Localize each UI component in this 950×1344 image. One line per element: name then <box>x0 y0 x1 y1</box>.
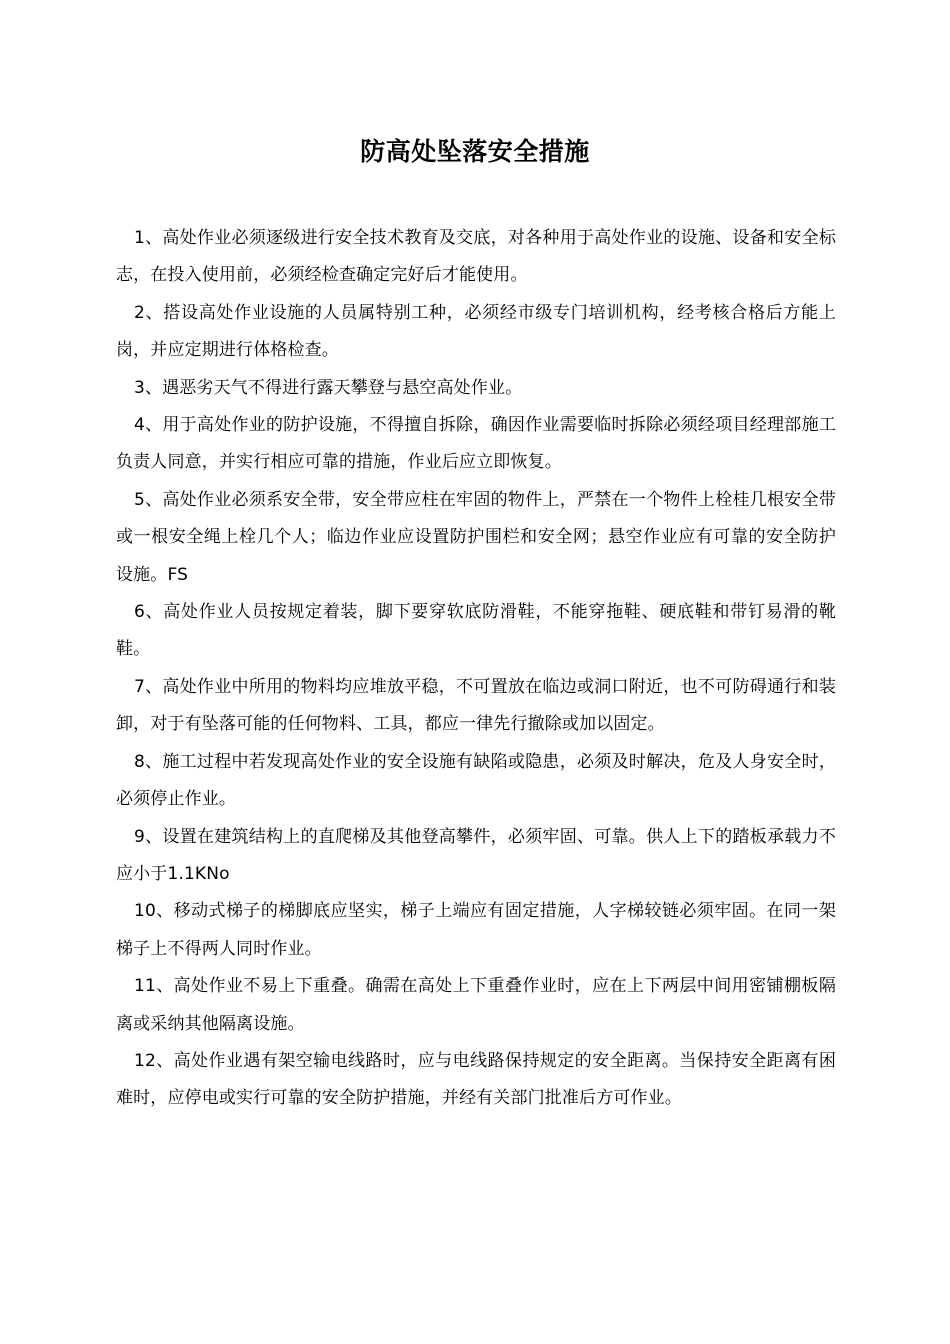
paragraph-5: 5、高处作业必须系安全带，安全带应柱在牢固的物件上，严禁在一个物件上栓桂几根安全带或一根安全绳上栓几个人；临边作业应设置防护围栏和安全网；悬空作业应有可靠的安全防护设施。FS <box>116 489 836 585</box>
paragraph-11: 11、高处作业不易上下重叠。确需在高处上下重叠作业时，应在上下两层中间用密铺棚板隔离或采纳其他隔离设施。 <box>116 976 836 1034</box>
paragraph-1: 1、高处作业必须逐级进行安全技术教育及交底，对各种用于高处作业的设施、设备和安全标志，在投入使用前，必须经检查确定完好后才能使用。 <box>116 228 836 286</box>
document-body <box>116 220 836 1118</box>
paragraph-8: 8、施工过程中若发现高处作业的安全设施有缺陷或隐患，必须及时解决，危及人身安全时，必须停止作业。 <box>116 751 836 810</box>
paragraph-9: 9、设置在建筑结构上的直爬梯及其他登高攀件，必须牢固、可靠。供人上下的踏板承载力不应小于1.1KNo <box>116 826 836 884</box>
paragraph-2: 2、搭设高处作业设施的人员属特别工种，必须经市级专门培训机构，经考核合格后方能上岗，并应定期进行体格检查。 <box>116 302 836 361</box>
paragraph-3: 3、遇恶劣天气不得进行露天攀登与悬空高处作业。 <box>134 377 523 398</box>
paragraph-6: 6、高处作业人员按规定着装，脚下要穿软底防滑鞋，不能穿拖鞋、硬底鞋和带钉易滑的靴鞋。 <box>116 602 836 660</box>
paragraph-10: 10、移动式梯子的梯脚底应坚实，梯子上端应有固定措施，人字梯较链必须牢固。在同一架梯子上不得两人同时作业。 <box>116 901 836 959</box>
paragraph-12: 12、高处作业遇有架空输电线路时，应与电线路保持规定的安全距离。当保持安全距离有困难时，应停电或实行可靠的安全防护措施，并经有关部门批准后方可作业。 <box>116 1050 836 1109</box>
paragraph-7: 7、高处作业中所用的物料均应堆放平稳，不可置放在临边或洞口附近，也不可防碍通行和装卸，对于有坠落可能的任何物料、工具，都应一律先行撤除或加以固定。 <box>116 676 836 735</box>
paragraph-4: 4、用于高处作业的防护设施，不得擅自拆除，确因作业需要临时拆除必须经项目经理部施工负责人同意，并实行相应可靠的措施，作业后应立即恢复。 <box>116 415 836 473</box>
document-title: 防高处坠落安全措施 <box>360 137 590 166</box>
